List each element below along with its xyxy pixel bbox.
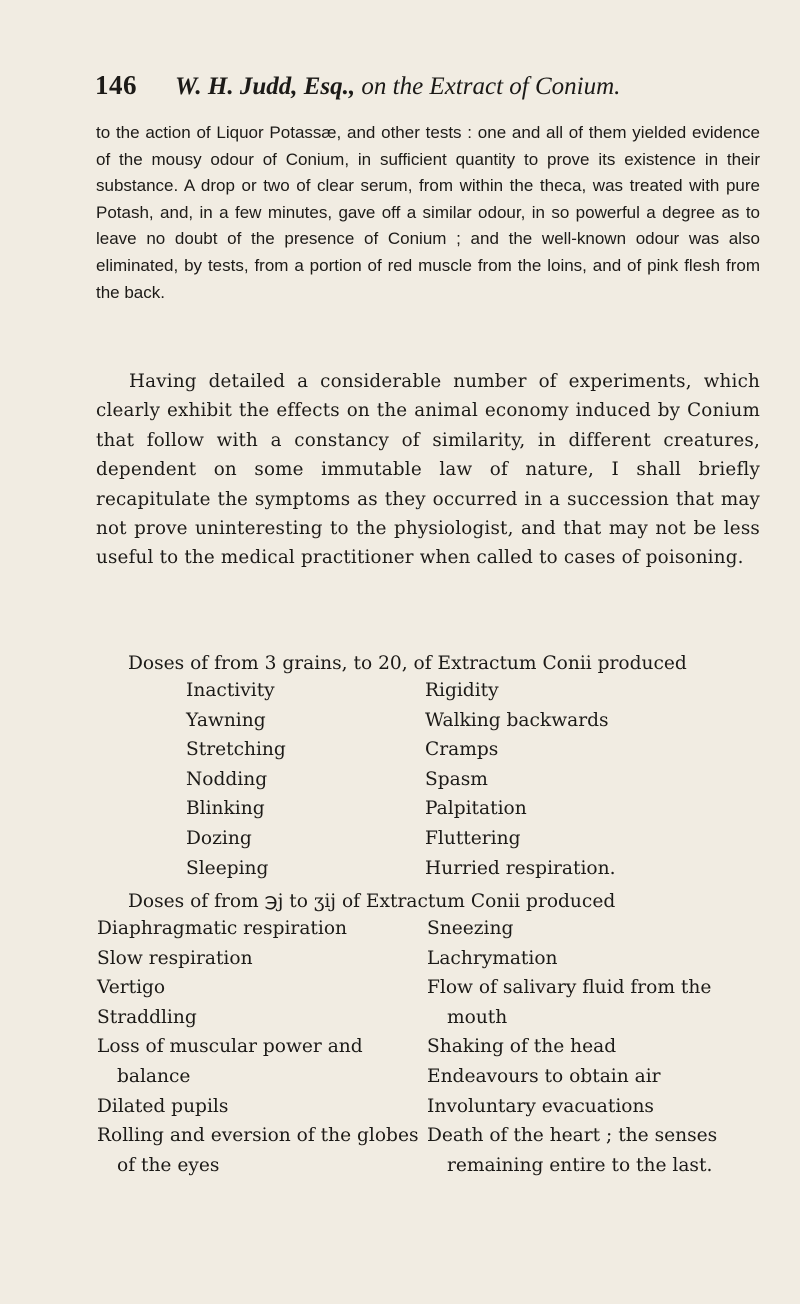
symptom-right: Death of the heart ; the senses remaining entire to the last. — [427, 1125, 718, 1176]
symptom-right: Walking backwards — [425, 709, 609, 731]
symptom-left: Vertigo — [97, 977, 166, 999]
symptom-left: Straddling — [97, 1006, 197, 1028]
symptom-right: Fluttering — [425, 827, 521, 849]
symptom-right: Hurried respiration. — [425, 857, 616, 879]
symptom-left: Yawning — [186, 709, 266, 731]
symptom-left: Loss of muscular power and balance — [97, 1036, 363, 1087]
symptom-row — [186, 706, 706, 736]
symptom-row — [186, 735, 706, 765]
symptom-left: Inactivity — [186, 680, 275, 701]
symptom-right: Involuntary evacuations — [427, 1095, 654, 1117]
paragraph-continuation: to the action of Liquor Potassæ, and other tests : one and all of them yielded evidence of the mousy odour of Conium, in sufficient quantity to prove its existence in their substance. A drop or two of clear serum, from within the theca, was treated with pure Potash, and, in a few minutes, gave off a similar odour, in so powerful a degree as to leave no doubt of the presence of Conium ; and the well-known odour was also eliminated, by tests, from a portion of red muscle from the loins, and of pink flesh from the back. — [96, 123, 760, 302]
dose-group-1-heading: Doses of from 3 grains, to 20, of Extractum Conii produced — [128, 653, 687, 674]
author-name: W. H. Judd, Esq., — [175, 73, 356, 100]
running-title — [175, 73, 620, 101]
symptom-right: Palpitation — [425, 798, 527, 820]
page-number: 146 — [95, 70, 137, 100]
symptom-left: Slow respiration — [97, 947, 253, 969]
symptom-row — [186, 765, 706, 795]
symptom-row — [186, 854, 706, 884]
symptom-right: Cramps — [425, 739, 499, 761]
symptom-right: Lachrymation — [427, 947, 558, 969]
symptom-left: Rolling and eversion of the globes of the eyes — [97, 1125, 419, 1176]
symptom-right: Rigidity — [425, 680, 499, 701]
symptom-left: Blinking — [186, 798, 265, 820]
symptom-row — [186, 794, 706, 824]
symptom-left: Stretching — [186, 739, 286, 761]
symptom-right: Spasm — [425, 768, 488, 790]
dose-group-1-symptoms — [186, 676, 706, 883]
symptom-left: Sleeping — [186, 857, 269, 879]
symptom-right: Sneezing — [427, 918, 514, 939]
symptom-column-left — [97, 914, 427, 1180]
symptom-column-right — [427, 914, 772, 1180]
title-rest: on the Extract of Conium. — [361, 73, 621, 100]
symptom-left: Nodding — [186, 768, 268, 790]
symptom-left: Dilated pupils — [97, 1095, 229, 1117]
paragraph-recapitulation: Having detailed a considerable number of experiments, which clearly exhibit the effects on the animal economy induced by Conium that follow with a constancy of similarity, in different creatures, dependent on some immutable law of nature, I shall briefly recapitulate the symptoms as they occurred in a succession that may not prove uninteresting to the physiologist, and that may not be less useful to the medical practitioner when called to cases of poisoning. — [96, 371, 760, 569]
dose-group-2-heading: Doses of from ℈j to ʒij of Extractum Conii produced — [128, 891, 616, 912]
symptom-right: Flow of salivary fluid from the mouth — [427, 977, 712, 1028]
symptom-right: Shaking of the head — [427, 1036, 617, 1058]
symptom-right: Endeavours to obtain air — [427, 1065, 661, 1087]
symptom-left: Diaphragmatic respiration — [97, 918, 347, 939]
symptom-row — [186, 676, 706, 706]
dose-group-2-symptoms — [97, 914, 777, 1180]
running-header — [95, 70, 755, 101]
symptom-row — [186, 824, 706, 854]
symptom-left: Dozing — [186, 827, 252, 849]
